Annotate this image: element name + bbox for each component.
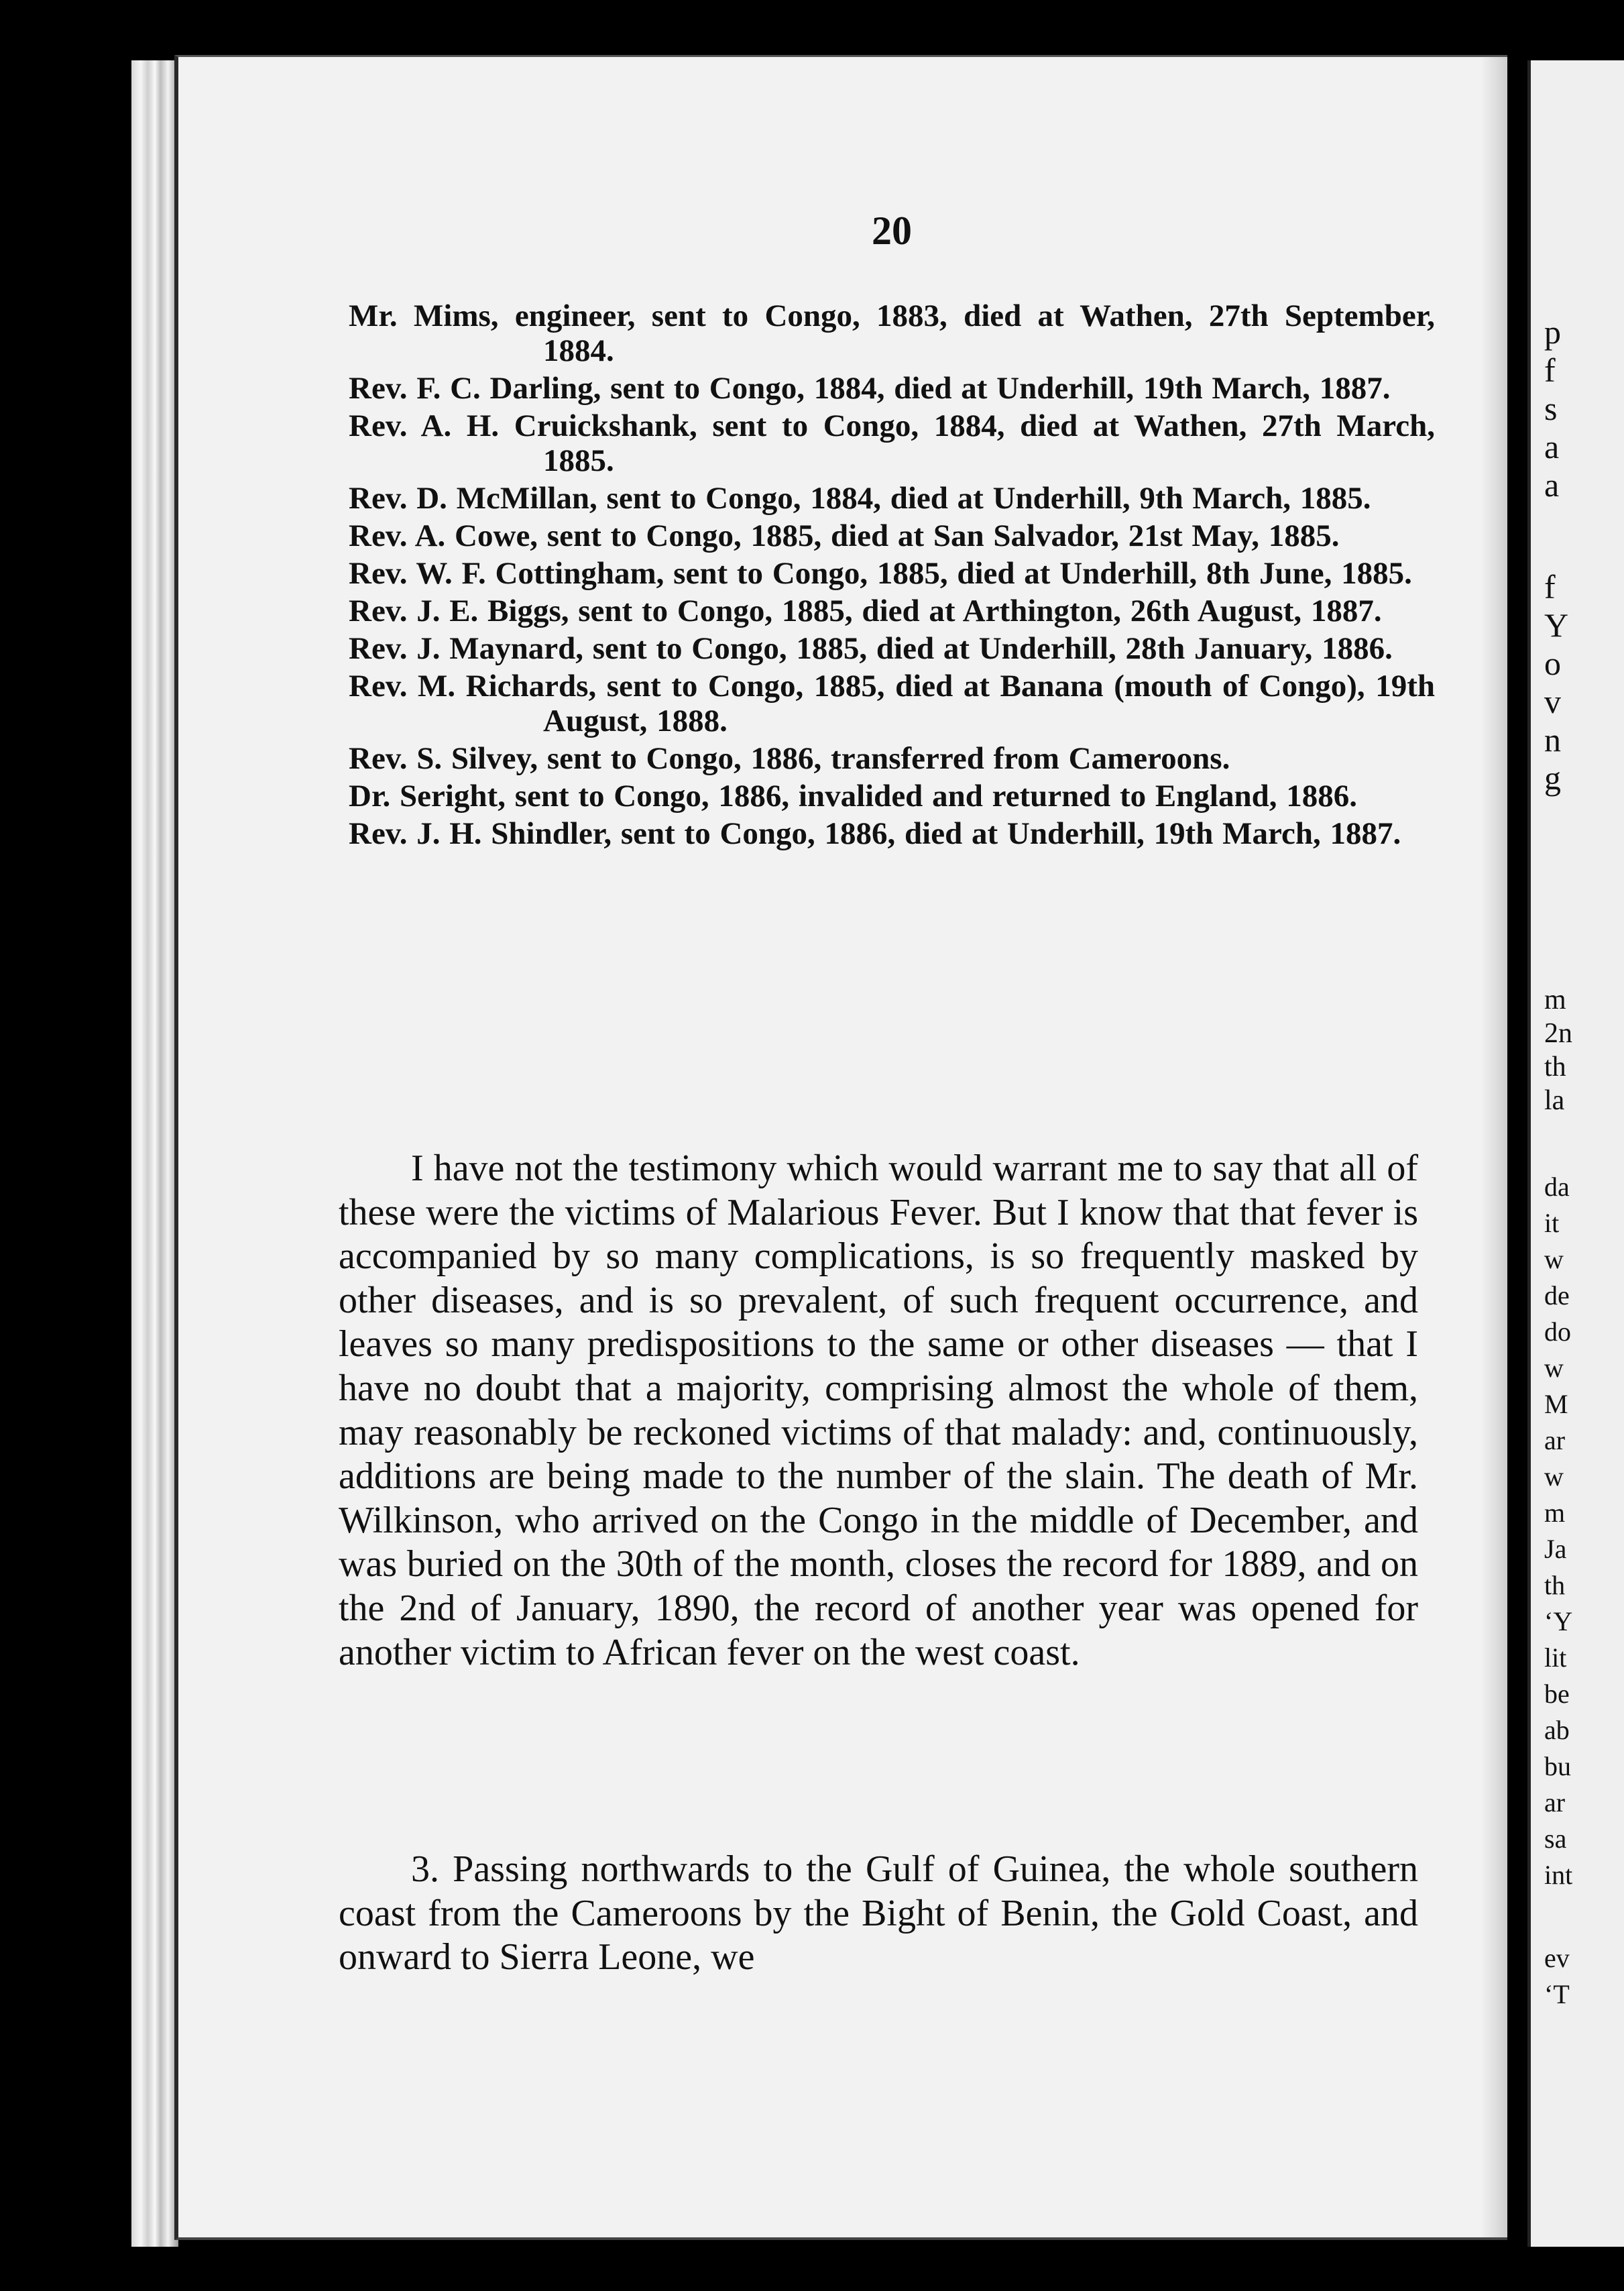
facing-text-fragment: da: [1544, 1172, 1570, 1202]
facing-text-fragment: it: [1544, 1208, 1560, 1238]
facing-text-fragment: m: [1544, 1498, 1566, 1528]
list-item: Rev. J. Maynard, sent to Congo, 1885, died at Underhill, 28th January, 1886.: [349, 631, 1393, 666]
list-item: Mr. Mims, engineer, sent to Congo, 1883, died at Wathen, 27th September, 1884.: [349, 298, 1435, 368]
facing-text-fragment: Y: [1544, 606, 1569, 644]
facing-text-fragment: la: [1544, 1085, 1565, 1116]
facing-text-fragment: bu: [1544, 1751, 1571, 1781]
missionary-list: [349, 298, 1435, 854]
facing-text-fragment: n: [1544, 721, 1561, 759]
facing-text-fragment: de: [1544, 1280, 1570, 1310]
list-item: Dr. Seright, sent to Congo, 1886, invalided and returned to England, 1886.: [349, 779, 1357, 814]
list-item: Rev. W. F. Cottingham, sent to Congo, 1885, died at Underhill, 8th June, 1885.: [349, 556, 1412, 591]
facing-text-fragment: 2n: [1544, 1018, 1572, 1049]
facing-text-fragment: w: [1544, 1353, 1564, 1383]
facing-text-fragment: m: [1544, 985, 1566, 1015]
facing-text-fragment: ab: [1544, 1715, 1570, 1745]
list-item: Rev. A. H. Cruickshank, sent to Congo, 1884, died at Wathen, 27th March, 1885.: [349, 408, 1435, 478]
facing-text-fragment: w: [1544, 1244, 1564, 1274]
list-item: Rev. J. E. Biggs, sent to Congo, 1885, died at Arthington, 26th August, 1887.: [349, 594, 1382, 628]
facing-text-fragment: o: [1544, 645, 1561, 682]
facing-text-fragment: v: [1544, 683, 1561, 720]
facing-text-fragment: ‘T: [1544, 1979, 1570, 2009]
facing-text-fragment: M: [1544, 1389, 1568, 1419]
facing-text-fragment: ev: [1544, 1943, 1570, 1973]
facing-text-fragment: p: [1544, 313, 1561, 351]
book-binding-edge: [131, 60, 178, 2247]
page-number: 20: [872, 209, 912, 253]
facing-text-fragment: int: [1544, 1860, 1573, 1890]
facing-text-fragment: a: [1544, 466, 1560, 504]
bleed-through-text: [375, 939, 383, 973]
list-item: Rev. S. Silvey, sent to Congo, 1886, transferred from Cameroons.: [349, 741, 1230, 776]
facing-text-fragment: w: [1544, 1461, 1564, 1492]
body-paragraph: 3. Passing northwards to the Gulf of Guinea, the whole southern coast from the Cameroons by the Bight of Benin, the Gold Coast, and onward to Sierra Leone, we: [339, 1848, 1418, 1978]
facing-text-fragment: Ja: [1544, 1534, 1567, 1564]
facing-text-fragment: ‘Y: [1544, 1606, 1573, 1636]
facing-text-fragment: g: [1544, 759, 1561, 797]
facing-page-fragment: [1527, 60, 1624, 2247]
list-item: Rev. D. McMillan, sent to Congo, 1884, died at Underhill, 9th March, 1885.: [349, 481, 1371, 516]
facing-text-fragment: ar: [1544, 1425, 1566, 1455]
list-item: Rev. A. Cowe, sent to Congo, 1885, died at San Salvador, 21st May, 1885.: [349, 518, 1340, 553]
list-item: Rev. F. C. Darling, sent to Congo, 1884, died at Underhill, 19th March, 1887.: [349, 371, 1391, 406]
body-paragraph: I have not the testimony which would warrant me to say that all of these were the victims of Malarious Fever. But I know that that fever is accompanied by so many complications, is so frequently masked by other diseases, and is so prevalent, of such frequent occurrence, and leaves so many predispositions to the same or other diseases — that I have no doubt that a majority, comprising almost the whole of them, may reasonably be reckoned victims of that malady: and, continuously, additions are being made to the number of the slain. The death of Mr. Wilkinson, who arrived on the Congo in the middle of December, and was buried on the 30th of the month, closes the record for 1889, and on the 2nd of January, 1890, the record of another year was opened for another victim to African fever on the west coast.: [339, 1148, 1418, 1673]
facing-text-fragment: f: [1544, 568, 1556, 606]
facing-text-fragment: ar: [1544, 1787, 1566, 1818]
facing-text-fragment: lit: [1544, 1642, 1567, 1673]
list-item: Rev. M. Richards, sent to Congo, 1885, died at Banana (mouth of Congo), 19th August, 1888.: [349, 669, 1435, 738]
facing-text-fragment: f: [1544, 351, 1556, 389]
facing-text-fragment: sa: [1544, 1824, 1567, 1854]
facing-text-fragment: th: [1544, 1570, 1566, 1600]
facing-text-fragment: th: [1544, 1052, 1566, 1082]
facing-text-fragment: do: [1544, 1317, 1571, 1347]
list-item: Rev. J. H. Shindler, sent to Congo, 1886, died at Underhill, 19th March, 1887.: [349, 816, 1401, 851]
gutter-shadow: [1481, 57, 1507, 2237]
facing-text-fragment: be: [1544, 1679, 1570, 1709]
facing-text-fragment: a: [1544, 428, 1560, 465]
facing-text-fragment: s: [1544, 390, 1558, 427]
